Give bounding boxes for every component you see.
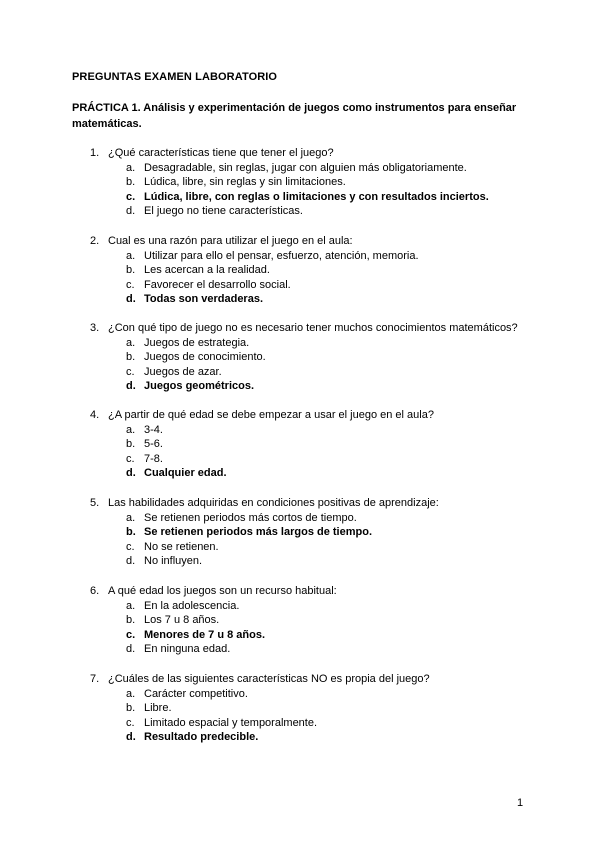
option-letter: b.	[126, 702, 136, 715]
option-text: No se retienen.	[144, 540, 219, 553]
option-text: Menores de 7 u 8 años.	[144, 628, 266, 641]
option-text: Lúdica, libre, con reglas o limitaciones y con resultados inciertos.	[144, 190, 489, 203]
answer-option	[90, 278, 550, 293]
option-text: Cualquier edad.	[144, 467, 227, 480]
option-letter: b.	[126, 526, 136, 539]
option-letter: d.	[126, 380, 136, 393]
option-letter: d.	[126, 293, 136, 306]
option-text: 7-8.	[144, 452, 163, 465]
option-letter: d.	[126, 555, 136, 568]
question-5	[90, 496, 550, 569]
answer-option-correct	[90, 628, 550, 643]
option-text: 5-6.	[144, 438, 163, 451]
option-letter: a.	[126, 599, 136, 612]
question-text-line	[90, 496, 550, 511]
answer-option	[90, 175, 550, 190]
question-text: ¿Con qué tipo de juego no es necesario tener muchos conocimientos matemáticos?	[108, 322, 518, 334]
answer-option	[90, 554, 550, 569]
answer-option-correct	[90, 292, 550, 307]
question-text-line	[90, 146, 550, 161]
option-text: Libre.	[144, 702, 172, 715]
option-text: Favorecer el desarrollo social.	[144, 278, 291, 291]
answer-option	[90, 437, 550, 452]
option-letter: d.	[126, 205, 136, 218]
question-text-line	[90, 672, 550, 687]
page-number: 1	[517, 797, 524, 809]
option-letter: c.	[126, 452, 135, 465]
option-letter: c.	[126, 190, 136, 203]
question-number: 6.	[90, 585, 100, 597]
question-6	[90, 584, 550, 657]
question-text: ¿Qué características tiene que tener el juego?	[108, 147, 334, 159]
option-text: No influyen.	[144, 555, 203, 568]
option-text: Juegos de azar.	[144, 365, 222, 378]
answer-option-correct	[90, 379, 550, 394]
option-text: Desagradable, sin reglas, jugar con alguien más obligatoriamente.	[144, 161, 467, 174]
answer-option	[90, 263, 550, 278]
option-letter: b.	[126, 264, 136, 277]
answer-option	[90, 540, 550, 555]
option-letter: b.	[126, 176, 136, 189]
option-text: Se retienen periodos más cortos de tiempo.	[144, 511, 357, 524]
question-7	[90, 672, 550, 745]
answer-option	[90, 716, 550, 731]
answer-option	[90, 423, 550, 438]
option-letter: a.	[126, 511, 136, 524]
option-letter: a.	[126, 423, 136, 436]
answer-option	[90, 642, 550, 657]
answer-option	[90, 161, 550, 176]
question-text: Cual es una razón para utilizar el juego en el aula:	[108, 235, 353, 247]
option-text: Resultado predecible.	[144, 731, 259, 744]
answer-option	[90, 701, 550, 716]
option-letter: c.	[126, 278, 135, 291]
option-letter: b.	[126, 438, 136, 451]
option-text: Juegos de conocimiento.	[144, 351, 266, 364]
option-text: Juegos geométricos.	[144, 380, 255, 393]
option-letter: a.	[126, 687, 136, 700]
option-text: En ninguna edad.	[144, 643, 231, 656]
option-letter: d.	[126, 731, 136, 744]
question-text-line	[90, 321, 550, 336]
question-text: ¿Cuáles de las siguientes características NO es propia del juego?	[108, 673, 430, 685]
option-letter: c.	[126, 628, 136, 641]
answer-option	[90, 452, 550, 467]
answer-option	[90, 613, 550, 628]
question-number: 7.	[90, 673, 100, 685]
option-letter: a.	[126, 249, 136, 262]
question-number: 5.	[90, 497, 100, 509]
option-text: En la adolescencia.	[144, 599, 240, 612]
answer-option	[90, 350, 550, 365]
answer-option	[90, 249, 550, 264]
option-text: Carácter competitivo.	[144, 687, 248, 700]
answer-option	[90, 365, 550, 380]
option-text: Les acercan a la realidad.	[144, 264, 270, 277]
option-letter: a.	[126, 336, 136, 349]
option-letter: c.	[126, 365, 135, 378]
option-text: 3-4.	[144, 423, 163, 436]
answer-option	[90, 511, 550, 526]
question-4	[90, 408, 550, 481]
option-text: Juegos de estrategia.	[144, 336, 250, 349]
question-text-line	[90, 584, 550, 599]
question-number: 4.	[90, 409, 100, 421]
question-number: 1.	[90, 147, 100, 159]
answer-option	[90, 204, 550, 219]
question-text: Las habilidades adquiridas en condiciones positivas de aprendizaje:	[108, 497, 439, 509]
question-number: 3.	[90, 322, 100, 334]
answer-option	[90, 687, 550, 702]
option-text: Limitado espacial y temporalmente.	[144, 716, 318, 729]
option-text: Los 7 u 8 años.	[144, 614, 220, 627]
question-text-line	[90, 234, 550, 249]
option-letter: c.	[126, 716, 135, 729]
question-number: 2.	[90, 235, 100, 247]
practice-title: PRÁCTICA 1. Análisis y experimentación de juegos como instrumentos para enseñar matemáticas.	[72, 102, 517, 130]
answer-option-correct	[90, 466, 550, 481]
question-2	[90, 234, 550, 307]
answer-option-correct	[90, 730, 550, 745]
option-letter: b.	[126, 351, 136, 364]
answer-option-correct	[90, 190, 550, 205]
question-text: ¿A partir de qué edad se debe empezar a usar el juego en el aula?	[108, 409, 434, 421]
option-letter: d.	[126, 643, 136, 656]
answer-option-correct	[90, 525, 550, 540]
document-title: PREGUNTAS EXAMEN LABORATORIO	[72, 71, 278, 83]
option-letter: c.	[126, 540, 135, 553]
answer-option	[90, 599, 550, 614]
option-text: Lúdica, libre, sin reglas y sin limitaciones.	[144, 176, 346, 189]
option-letter: a.	[126, 161, 136, 174]
option-text: Todas son verdaderas.	[144, 293, 264, 306]
option-letter: b.	[126, 614, 136, 627]
question-text-line	[90, 408, 550, 423]
option-text: Utilizar para ello el pensar, esfuerzo, atención, memoria.	[144, 249, 419, 262]
question-3	[90, 321, 550, 394]
option-text: Se retienen periodos más largos de tiempo.	[144, 526, 373, 539]
option-letter: d.	[126, 467, 136, 480]
answer-option	[90, 336, 550, 351]
question-1	[90, 146, 550, 219]
option-text: El juego no tiene características.	[144, 205, 303, 218]
question-text: A qué edad los juegos son un recurso habitual:	[108, 585, 337, 597]
